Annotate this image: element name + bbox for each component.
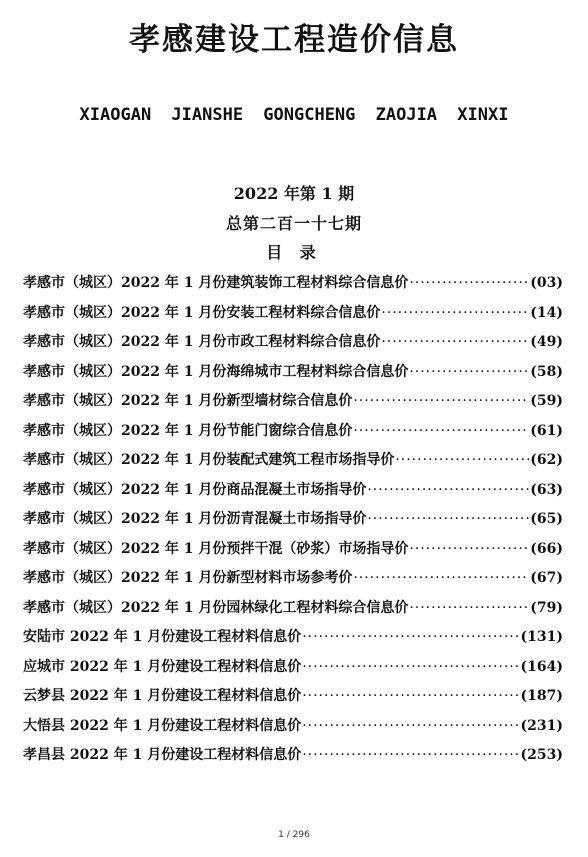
- toc-entry[interactable]: [23, 741, 563, 771]
- pinyin-subtitle: XIAOGAN JIANSHE GONGCHENG ZAOJIA XINXI: [79, 105, 509, 125]
- toc-entry-label: 孝感市（城区）2022 年 1 月份商品混凝土市场指导价: [23, 481, 367, 498]
- toc-entry-page: (14): [530, 304, 563, 321]
- toc-entry-page: (58): [530, 363, 563, 380]
- toc-entry[interactable]: [23, 476, 563, 506]
- toc-leader: [381, 299, 529, 329]
- toc-entry[interactable]: [23, 299, 563, 329]
- toc-leader: [381, 328, 529, 358]
- toc-entry[interactable]: [23, 653, 563, 683]
- toc-entry-label: 安陆市 2022 年 1 月份建设工程材料信息价: [23, 629, 302, 645]
- toc-leader: [409, 269, 529, 299]
- toc-entry-label: 大悟县 2022 年 1 月份建设工程材料信息价: [23, 717, 302, 734]
- toc-entry-page: (03): [530, 275, 563, 291]
- toc-entry[interactable]: [23, 535, 563, 565]
- toc-entry-page: (49): [530, 334, 563, 350]
- toc-entry-label: 孝感市（城区）2022 年 1 月份安装工程材料综合信息价: [23, 304, 381, 321]
- toc-entry[interactable]: [23, 623, 563, 653]
- toc-entry-label: 孝感市（城区）2022 年 1 月份节能门窗综合信息价: [23, 422, 353, 439]
- toc-entry[interactable]: [23, 712, 563, 742]
- toc-entry-page: (187): [520, 688, 563, 704]
- toc-entry[interactable]: [23, 446, 563, 476]
- toc-entry-label: 孝昌县 2022 年 1 月份建设工程材料信息价: [23, 747, 302, 763]
- toc-entry-label: 孝感市（城区）2022 年 1 月份新型材料市场参考价: [23, 570, 353, 586]
- toc-entry[interactable]: [23, 328, 563, 358]
- toc-leader: [302, 712, 519, 742]
- issue-number: 2022 年第 1 期: [233, 184, 355, 203]
- toc-leader: [367, 505, 529, 535]
- toc-leader: [302, 741, 519, 771]
- toc-entry[interactable]: [23, 682, 563, 712]
- toc-entry-page: (59): [530, 393, 563, 409]
- toc-entry-label: 云梦县 2022 年 1 月份建设工程材料信息价: [23, 688, 302, 704]
- toc-entry-page: (131): [520, 629, 563, 645]
- toc-entry-label: 孝感市（城区）2022 年 1 月份园林绿化工程材料综合信息价: [23, 599, 409, 616]
- toc-entry[interactable]: [23, 505, 563, 535]
- toc-heading: 目 录: [266, 243, 322, 262]
- toc-leader: [395, 446, 529, 476]
- toc-entry[interactable]: [23, 594, 563, 624]
- page-title: 孝感建设工程造价信息: [129, 22, 459, 58]
- page-indicator: 1 / 296: [278, 830, 310, 840]
- toc-entry-label: 孝感市（城区）2022 年 1 月份新型墙材综合信息价: [23, 393, 353, 409]
- toc-entry-label: 孝感市（城区）2022 年 1 月份市政工程材料综合信息价: [23, 334, 381, 350]
- toc-leader: [353, 387, 529, 417]
- toc-leader: [367, 476, 529, 506]
- toc-entry-page: (61): [530, 422, 563, 439]
- toc-entry[interactable]: [23, 417, 563, 447]
- toc-entry-page: (253): [520, 747, 563, 763]
- toc-entry-label: 孝感市（城区）2022 年 1 月份装配式建筑工程市场指导价: [23, 452, 395, 468]
- toc-leader: [353, 417, 529, 447]
- toc-entry-page: (63): [530, 481, 563, 498]
- toc-entry-page: (231): [520, 717, 563, 734]
- toc-entry-label: 孝感市（城区）2022 年 1 月份沥青混凝土市场指导价: [23, 511, 367, 527]
- toc-entry[interactable]: [23, 358, 563, 388]
- table-of-contents: [23, 269, 563, 771]
- toc-leader: [409, 358, 529, 388]
- toc-leader: [409, 535, 529, 565]
- toc-entry-label: 孝感市（城区）2022 年 1 月份预拌干混（砂浆）市场指导价: [23, 540, 409, 557]
- toc-entry-page: (62): [530, 452, 563, 468]
- toc-entry[interactable]: [23, 564, 563, 594]
- cumulative-issue: 总第二百一十七期: [225, 214, 362, 233]
- toc-leader: [353, 564, 529, 594]
- toc-entry[interactable]: [23, 269, 563, 299]
- toc-entry-label: 孝感市（城区）2022 年 1 月份建筑装饰工程材料综合信息价: [23, 275, 409, 291]
- toc-leader: [302, 653, 519, 683]
- toc-leader: [302, 682, 519, 712]
- toc-entry-page: (66): [530, 540, 563, 557]
- toc-entry-page: (164): [520, 658, 563, 675]
- toc-entry-page: (79): [530, 599, 563, 616]
- toc-entry[interactable]: [23, 387, 563, 417]
- toc-entry-page: (65): [530, 511, 563, 527]
- toc-entry-label: 应城市 2022 年 1 月份建设工程材料信息价: [23, 658, 302, 675]
- toc-entry-label: 孝感市（城区）2022 年 1 月份海绵城市工程材料综合信息价: [23, 363, 409, 380]
- toc-leader: [409, 594, 529, 624]
- toc-entry-page: (67): [530, 570, 563, 586]
- toc-leader: [302, 623, 519, 653]
